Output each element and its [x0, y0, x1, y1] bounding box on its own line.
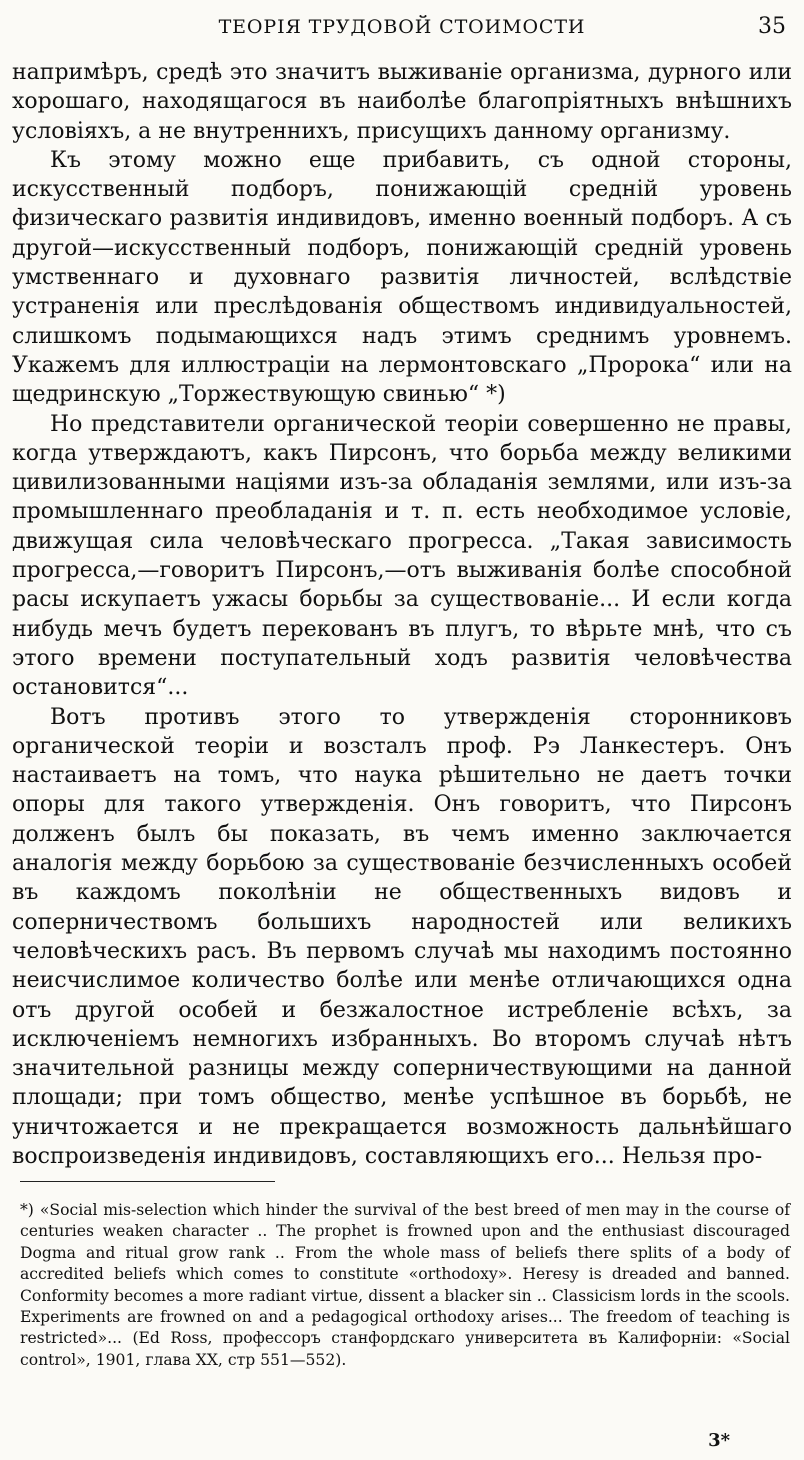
footnote-text: «Social mis-selection which hinder the survival of the best breed of men may in the course of centuries weaken character .. The prophet is frowned upon and the enthusiast discouraged Dogma and ritual grow rank .. From the whole mass of beliefs there splits of a body of accredited beliefs which comes to constitute «orthodoxy». Heresy is dreaded and banned. Conformity becomes a more radiant virtue, dissent a blacker sin .. Classicism lords in the scools. Experiments are frowned on and a pedagogical orthodoxy arises... The freedom of teaching is restricted»... (Ed Ross, профессоръ станфордскаго университета въ Калифорніи: «Social control», 1901, глава XX, стр 551—552). [20, 1201, 790, 1369]
paragraph-artificial-selection: Къ этому можно еще прибавить, съ одной стороны, искусственный подборъ, понижающій средній уровень физическаго развитія индивидовъ, именно военный подборъ. А съ другой—искусственный подборъ, понижающій средній уровень умственнаго и духовнаго развитія личностей, вслѣдствіе устраненія или преслѣдованія обществомъ индивидуальностей, слишкомъ подымающихся надъ этимъ среднимъ уровнемъ. Укажемъ для иллюстраціи на лермонтовскаго „Пророка“ или на щедринскую „Торжествующую свинью“ *) [12, 147, 792, 408]
footnote-rule [20, 1181, 275, 1182]
main-text [12, 58, 792, 1171]
footnote-mark: *) [20, 1201, 34, 1219]
paragraph-continuation: напримѣръ, средѣ это значитъ выживаніе организма, дурного или хорошаго, находящагося въ наиболѣе благопріятныхъ внѣшнихъ условіяхъ, а не внутреннихъ, присущихъ данному организму. [12, 60, 792, 144]
signature-mark: 3* [708, 1430, 730, 1451]
page-number: 35 [758, 14, 786, 39]
running-title: ТЕОРІЯ ТРУДОВОЙ СТОИМОСТИ [218, 16, 586, 38]
page-header [12, 8, 792, 52]
paragraph-lankester-objection: Вотъ противъ этого то утвержденія сторонниковъ органической теоріи и возсталъ проф. Рэ Ланкестеръ. Онъ настаиваетъ на томъ, что наука рѣшительно не даетъ точки опоры для такого утвержденія. Онъ говоритъ, что Пирсонъ долженъ былъ бы показать, въ чемъ именно заключается аналогія между борьбою за существованіе безчисленныхъ особей въ каждомъ поколѣніи не общественныхъ видовъ и соперничествомъ большихъ народностей или великихъ человѣческихъ расъ. Въ первомъ случаѣ мы находимъ постоянно неисчислимое количество болѣе или менѣе отличающихся одна отъ другой особей и безжалостное истребленіе всѣхъ, за исключеніемъ немногихъ избранныхъ. Во второмъ случаѣ нѣтъ значительной разницы между соперничествующими на данной площади; при томъ общество, менѣе успѣшное въ борьбѣ, не уничтожается и не прекращается возможность дальнѣйшаго воспроизведенія индивидовъ, составляющихъ его... Нельзя про- [12, 704, 792, 1169]
paragraph-organic-theory: Но представители органической теоріи совершенно не правы, когда утверждаютъ, какъ Пирсонъ, что борьба между великими цивилизованными націями изъ-за обладанія землями, или изъ-за промышленнаго преобладанія и т. п. есть необходимое условіе, движущая сила человѣческаго прогресса. „Такая зависимость прогресса,—говоритъ Пирсонъ,—отъ выживанія болѣе способной расы искупаетъ ужасы борьбы за существованіе... И если когда нибудь мечъ будетъ перекованъ въ плугъ, то вѣрьте мнѣ, что съ этого времени поступательный ходъ развитія человѣчества остановится“... [12, 411, 792, 701]
footnote [20, 1200, 790, 1371]
